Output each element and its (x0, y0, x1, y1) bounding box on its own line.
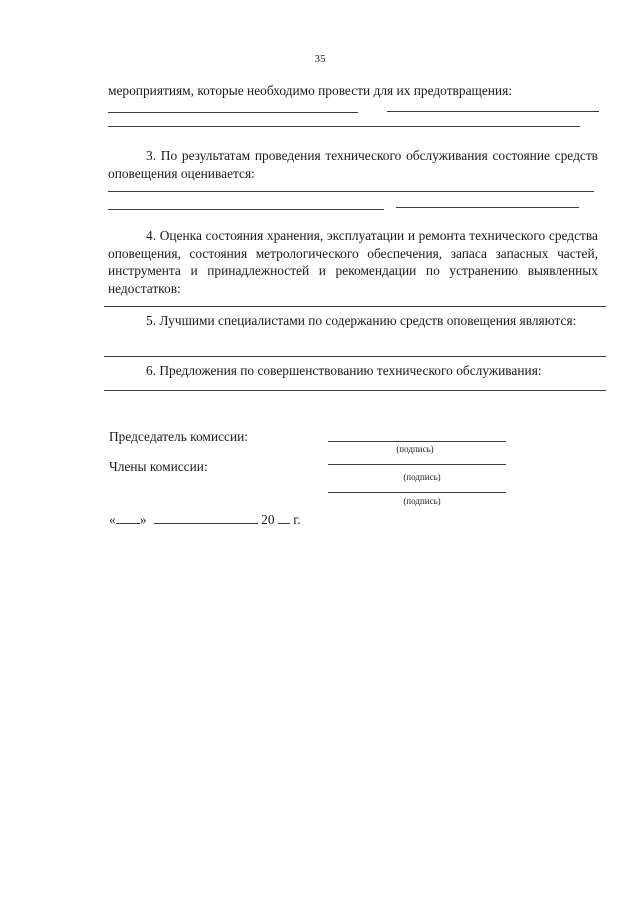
item-3-text: 3. По результатам проведения технического обслуживания состояние средств оповещения оценивается: (108, 148, 598, 181)
fill-line (104, 306, 606, 307)
date-close-quote: » (139, 512, 147, 527)
date-row (109, 511, 301, 528)
fill-line (104, 390, 606, 391)
signature-line (328, 492, 506, 493)
item-6-text: 6. Предложения по совершенствованию технического обслуживания: (146, 363, 542, 378)
intro-line: мероприятиям, которые необходимо провести для их предотвращения: (108, 83, 512, 98)
date-open-quote: « (109, 512, 116, 527)
page-number: 35 (314, 53, 326, 65)
signature-caption: (подпись) (396, 444, 434, 454)
item-5-text: 5. Лучшими специалистами по содержанию средств оповещения являются: (146, 313, 577, 328)
members-label: Члены комиссии: (109, 459, 208, 474)
fill-line (396, 207, 579, 208)
year-prefix: 20 (261, 512, 275, 527)
fill-line (108, 112, 358, 113)
fill-line (104, 356, 606, 357)
day-blank (116, 511, 140, 524)
month-blank (154, 511, 258, 524)
signature-line (328, 441, 506, 442)
signature-caption: (подпись) (403, 496, 441, 506)
signature-line (328, 464, 506, 465)
year-suffix: г. (293, 512, 301, 527)
chairman-label: Председатель комиссии: (109, 429, 249, 444)
item-4-text: 4. Оценка состояния хранения, эксплуатации и ремонта технического средства оповещения, состояния метрологического обеспечения, запаса запасных частей, инструмента и принадлежностей и рекомендации по устранению выявленных недостатков: (108, 228, 598, 296)
signature-caption: (подпись) (403, 472, 441, 482)
fill-line (108, 209, 384, 210)
fill-line (387, 111, 599, 112)
fill-line (108, 126, 580, 127)
fill-line (108, 191, 594, 192)
year-blank (278, 511, 290, 524)
